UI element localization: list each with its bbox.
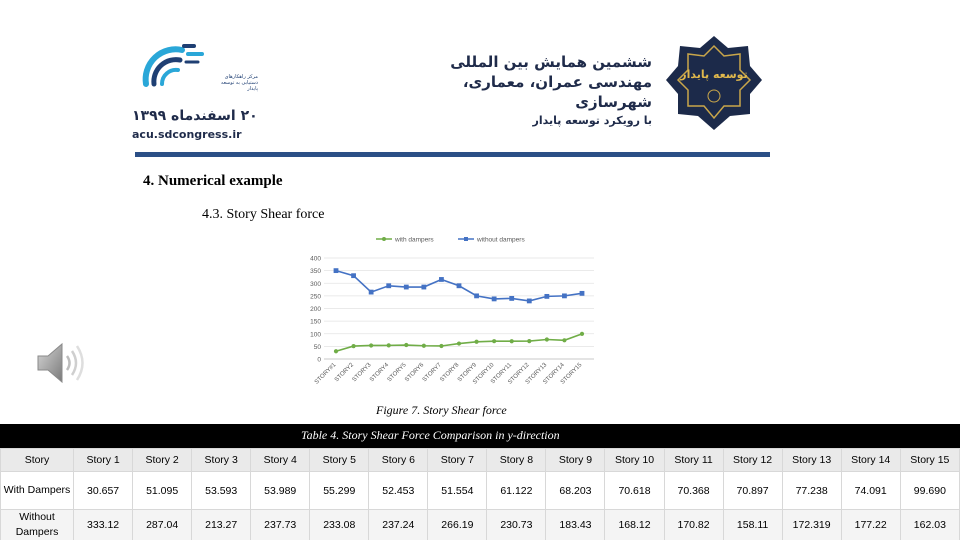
conference-title-line2: مهندسی عمران، معماری، شهرسازی	[462, 73, 652, 111]
table-header-cell: Story 5	[310, 449, 369, 472]
table-cell: 266.19	[428, 510, 487, 540]
table-cell: 287.04	[133, 510, 192, 540]
data-point	[527, 339, 531, 343]
x-tick-label: STORY4	[369, 362, 391, 384]
subsection-title: 4.3. Story Shear force	[202, 207, 325, 222]
y-tick-label: 400	[310, 255, 321, 263]
table-row-label: Without Dampers	[1, 510, 74, 540]
table-header-cell: Story 6	[369, 449, 428, 472]
header-divider	[135, 152, 770, 157]
table-header-cell: Story 1	[74, 449, 133, 472]
table-header-cell: Story 12	[723, 449, 782, 472]
x-tick-label: STORY6	[404, 362, 426, 384]
legend-marker	[464, 237, 468, 241]
table-cell: 237.24	[369, 510, 428, 540]
x-tick-label: STORY15	[559, 362, 584, 386]
data-point	[509, 296, 514, 301]
figure-caption: Figure 7. Story Shear force	[376, 403, 507, 417]
table-row-without-dampers	[1, 510, 960, 540]
x-tick-label: STORY2	[333, 362, 355, 384]
data-point	[387, 343, 391, 347]
table-header-cell: Story 4	[251, 449, 310, 472]
x-tick-label: STORY3	[351, 362, 373, 384]
table-header-cell: Story 9	[546, 449, 605, 472]
data-point	[334, 268, 339, 273]
data-point	[545, 337, 549, 341]
data-point	[544, 294, 549, 299]
conference-title-line3: با رویکرد توسعه پایدار	[532, 114, 652, 127]
table-header-cell: Story 7	[428, 449, 487, 472]
congress-logo	[130, 36, 260, 141]
x-tick-label: STORY8	[439, 362, 461, 384]
table-row-with-dampers	[1, 472, 960, 510]
data-point	[492, 297, 497, 302]
y-tick-label: 200	[310, 306, 321, 313]
table-header-cell: Story 3	[192, 449, 251, 472]
data-point	[492, 339, 496, 343]
story-shear-table	[0, 448, 960, 540]
conference-title-line1: ششمین همایش بین المللی	[450, 53, 652, 71]
table-header-story: Story	[1, 449, 74, 472]
data-point	[474, 293, 479, 298]
data-point	[457, 283, 462, 288]
legend-marker	[382, 237, 386, 241]
table-caption: Table 4. Story Shear Force Comparison in y-direction	[301, 428, 560, 442]
data-point	[562, 338, 566, 342]
y-tick-label: 150	[310, 318, 321, 326]
data-point	[369, 290, 374, 295]
table-cell: 162.03	[900, 510, 959, 540]
data-point	[386, 283, 391, 288]
data-point	[422, 344, 426, 348]
table-cell: 172.319	[782, 510, 841, 540]
legend-label: with dampers	[395, 236, 434, 244]
data-point	[334, 349, 338, 353]
x-tick-label: STORY#1	[313, 362, 338, 386]
y-tick-label: 50	[313, 343, 321, 351]
table-cell: 30.657	[74, 472, 133, 510]
y-tick-label: 100	[310, 331, 321, 339]
x-tick-label: STORY10	[472, 362, 496, 386]
y-tick-label: 0	[317, 356, 321, 364]
table-cell: 52.453	[369, 472, 428, 510]
x-tick-label: STORY5	[386, 362, 408, 384]
section-title: 4. Numerical example	[143, 173, 283, 189]
data-point	[562, 293, 567, 298]
data-point	[527, 299, 532, 304]
congress-date: ۲۰ اسفندماه ۱۳۹۹	[132, 108, 258, 124]
table-header-row	[1, 449, 960, 472]
x-tick-label: STORY11	[490, 362, 514, 386]
legend-label: without dampers	[477, 236, 525, 244]
data-point	[580, 332, 584, 336]
congress-org-name: مرکز راهکارهای دستیابی به توسعه پایدار	[220, 74, 258, 92]
table-cell: 55.299	[310, 472, 369, 510]
data-point	[457, 341, 461, 345]
table-cell: 233.08	[310, 510, 369, 540]
table-cell: 158.11	[723, 510, 782, 540]
table-header-cell: Story 14	[841, 449, 900, 472]
table-cell: 68.203	[546, 472, 605, 510]
table-header-cell: Story 2	[133, 449, 192, 472]
data-point	[369, 343, 373, 347]
table-header-cell: Story 10	[605, 449, 664, 472]
data-point	[351, 273, 356, 278]
data-point	[421, 285, 426, 290]
x-tick-label: STORY7	[421, 362, 443, 384]
data-point	[510, 339, 514, 343]
y-tick-label: 300	[310, 280, 321, 288]
table-cell: 53.593	[192, 472, 251, 510]
data-point	[474, 340, 478, 344]
table-cell: 99.690	[900, 472, 959, 510]
y-tick-label: 350	[310, 268, 321, 276]
x-tick-label: STORY13	[524, 362, 549, 386]
story-shear-chart	[300, 228, 600, 400]
conference-title	[412, 52, 652, 130]
x-tick-label: STORY12	[507, 362, 531, 386]
y-tick-label: 250	[310, 293, 321, 301]
table-cell: 230.73	[487, 510, 546, 540]
table-row-label: With Dampers	[1, 472, 74, 510]
table-cell: 51.554	[428, 472, 487, 510]
data-point	[439, 277, 444, 282]
table-header-cell: Story 11	[664, 449, 723, 472]
table-cell: 77.238	[782, 472, 841, 510]
emblem-text: توسعه پایدار	[680, 68, 748, 81]
x-tick-label: STORY9	[456, 362, 478, 384]
data-point	[404, 343, 408, 347]
table-cell: 170.82	[664, 510, 723, 540]
table-cell: 74.091	[841, 472, 900, 510]
data-point	[439, 344, 443, 348]
table-header-cell: Story 8	[487, 449, 546, 472]
table-header-cell: Story 13	[782, 449, 841, 472]
table-cell: 70.368	[664, 472, 723, 510]
data-point	[580, 291, 585, 296]
table-cell: 61.122	[487, 472, 546, 510]
table-cell: 183.43	[546, 510, 605, 540]
table-cell: 237.73	[251, 510, 310, 540]
table-cell: 51.095	[133, 472, 192, 510]
speaker-icon[interactable]	[34, 340, 86, 386]
congress-url: acu.sdcongress.ir	[132, 128, 242, 141]
sustainable-development-emblem-icon	[664, 34, 764, 142]
table-cell: 168.12	[605, 510, 664, 540]
table-cell: 177.22	[841, 510, 900, 540]
data-point	[404, 285, 409, 290]
table-cell: 53.989	[251, 472, 310, 510]
table-cell: 70.897	[723, 472, 782, 510]
table-cell: 213.27	[192, 510, 251, 540]
data-point	[351, 344, 355, 348]
header-banner	[130, 30, 770, 158]
table-cell: 70.618	[605, 472, 664, 510]
table-header-cell: Story 15	[900, 449, 959, 472]
table-cell: 333.12	[74, 510, 133, 540]
x-tick-label: STORY14	[542, 362, 566, 386]
congress-emblem-icon	[136, 40, 216, 106]
